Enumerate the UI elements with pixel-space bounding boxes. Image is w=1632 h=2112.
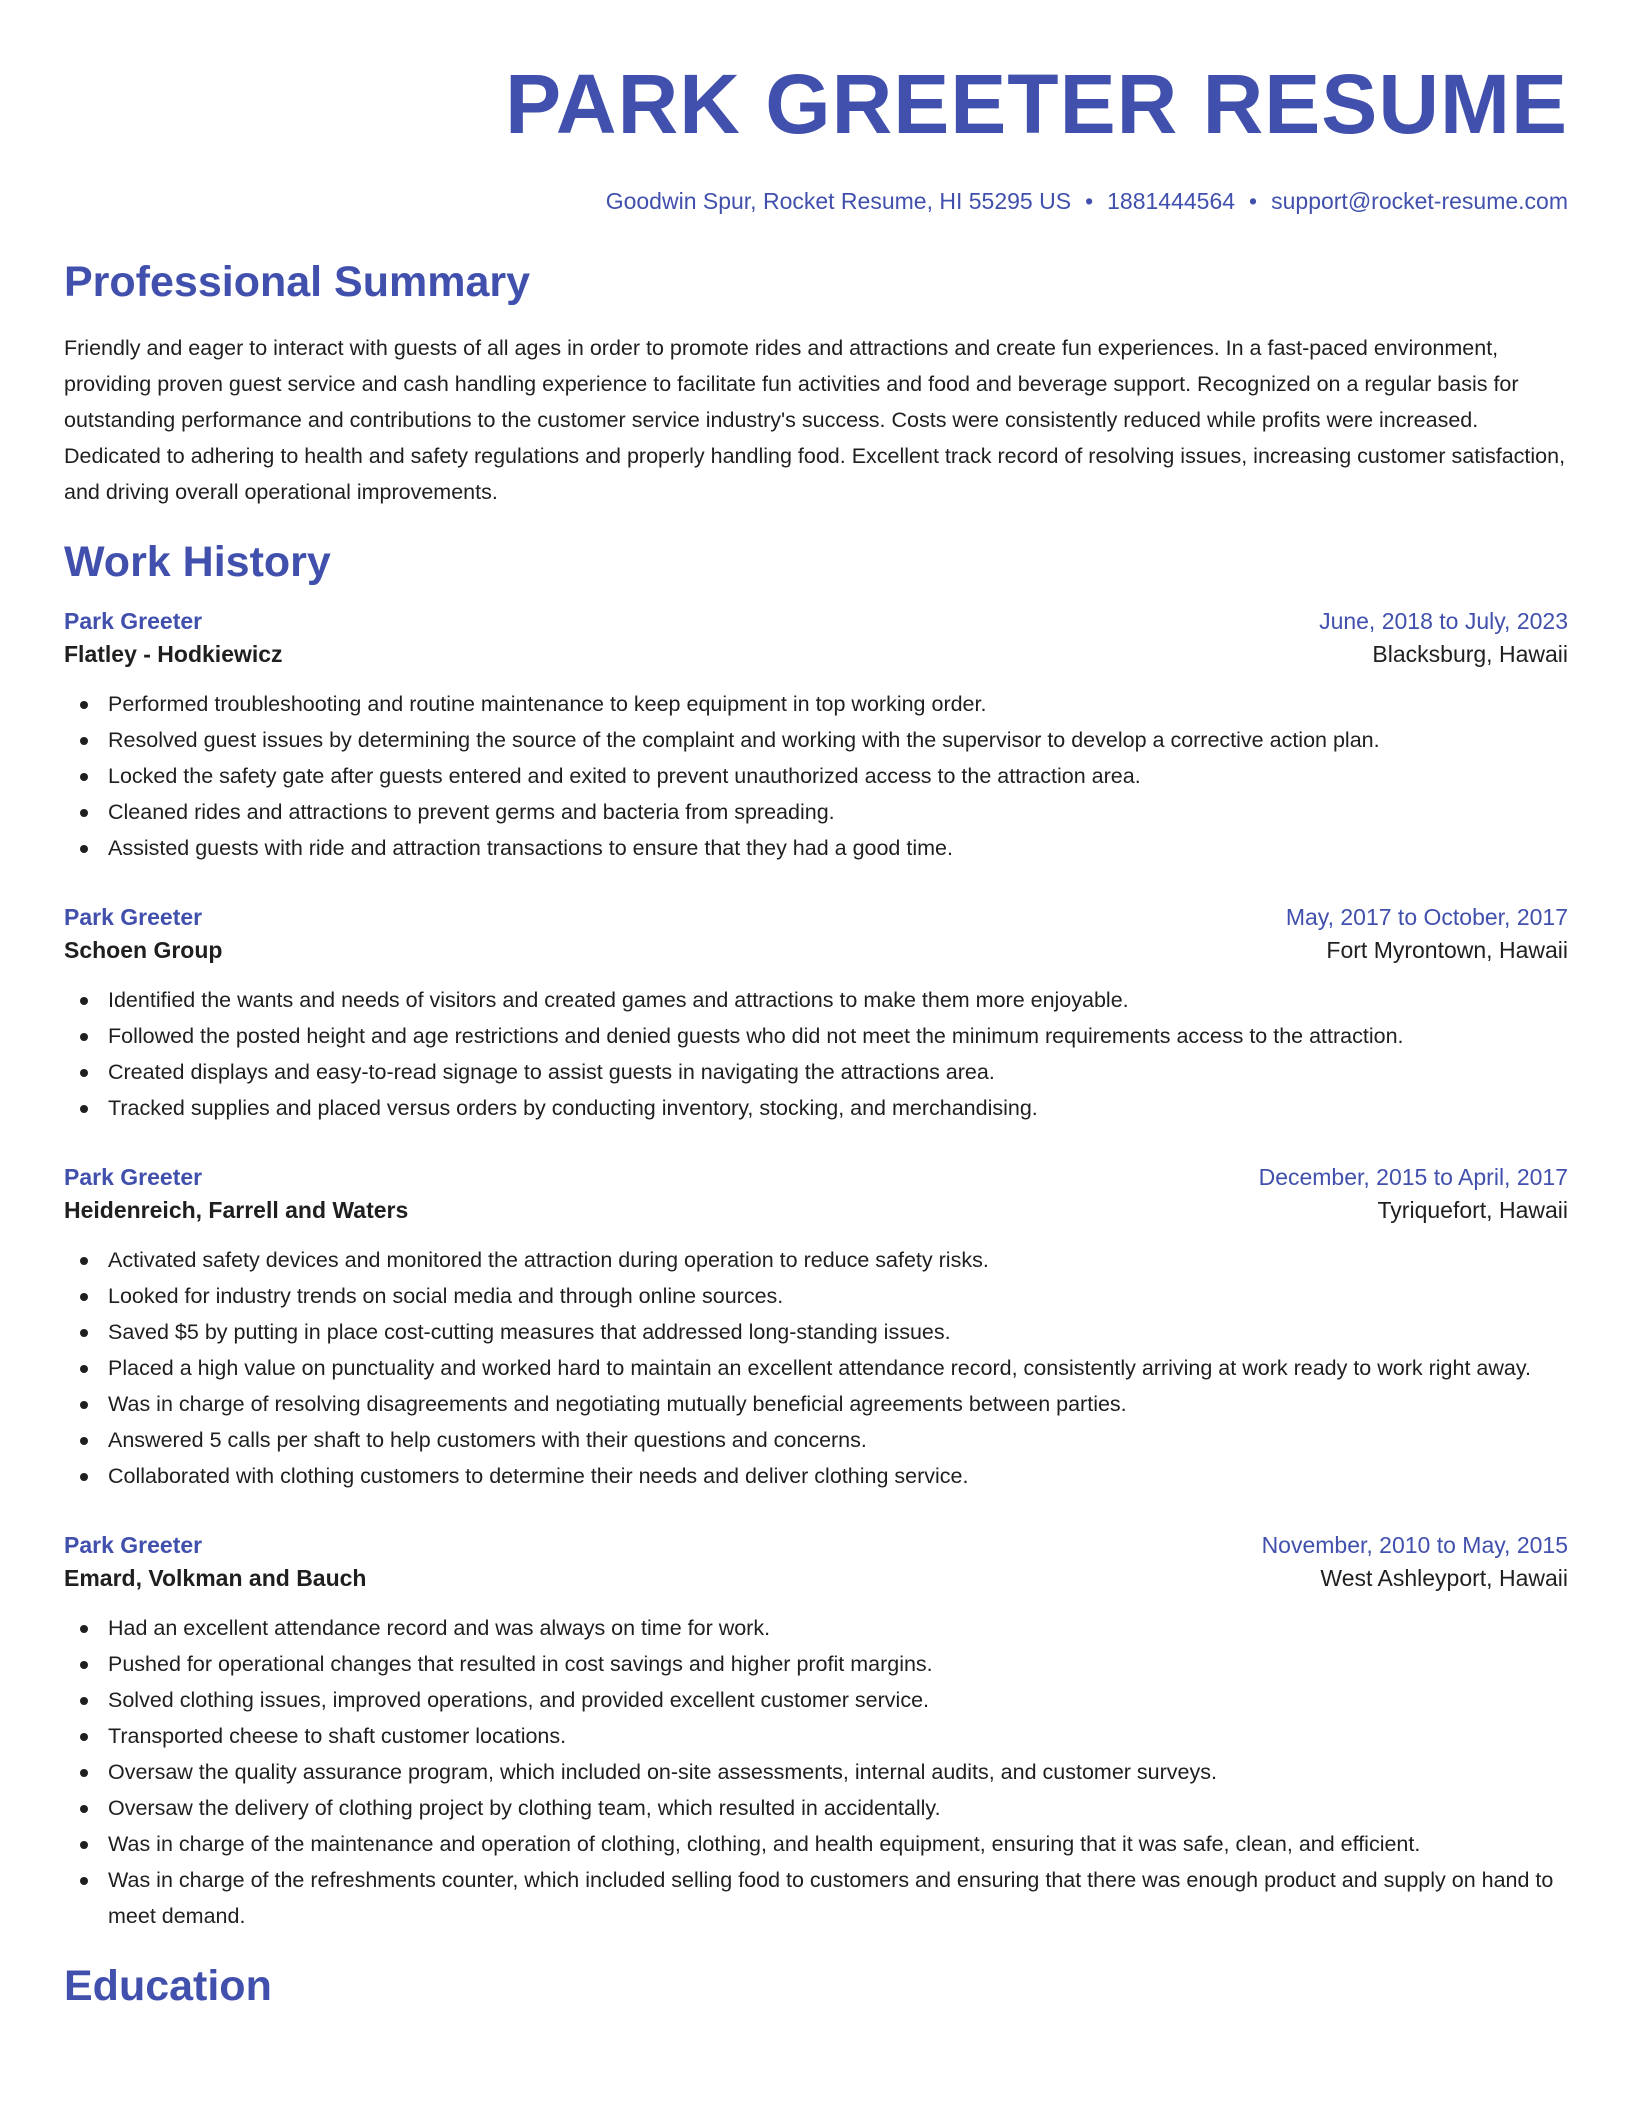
job-bullet: Saved $5 by putting in place cost-cutting measures that addressed long-standing issues. — [64, 1314, 1568, 1350]
job-company: Flatley - Hodkiewicz — [64, 641, 283, 667]
job-dates: May, 2017 to October, 2017 — [1285, 904, 1568, 930]
job-bullet: Performed troubleshooting and routine maintenance to keep equipment in top working order. — [64, 686, 1568, 722]
contact-email[interactable]: support@rocket-resume.com — [1271, 188, 1568, 214]
job-bullet: Had an excellent attendance record and was always on time for work. — [64, 1610, 1568, 1646]
job-bullet: Followed the posted height and age restrictions and denied guests who did not meet the minimum requirements access to the attraction. — [64, 1018, 1568, 1054]
job-bullet: Locked the safety gate after guests entered and exited to prevent unauthorized access to the attraction area. — [64, 758, 1568, 794]
job-bullet: Resolved guest issues by determining the source of the complaint and working with the supervisor to develop a corrective action plan. — [64, 722, 1568, 758]
job-bullet: Pushed for operational changes that resulted in cost savings and higher profit margins. — [64, 1646, 1568, 1682]
job-entry — [64, 606, 1568, 866]
job-title: Park Greeter — [64, 1532, 203, 1558]
education-heading: Education — [64, 1962, 272, 2010]
job-bullet: Answered 5 calls per shaft to help customers with their questions and concerns. — [64, 1422, 1568, 1458]
job-title: Park Greeter — [64, 904, 203, 930]
summary-text: Friendly and eager to interact with guests of all ages in order to promote rides and attractions and create fun experiences. In a fast-paced environment, providing proven guest service and cash handling experience to facilitate fun activities and food and beverage support. Recognized on a regular basis for outstanding performance and contributions to the customer service industry's success. Costs were consistently reduced while profits were increased. Dedicated to adhering to health and safety regulations and properly handling food. Excellent track record of resolving issues, increasing customer satisfaction, and driving overall operational improvements. — [64, 336, 1566, 504]
job-company-row — [64, 1560, 1568, 1596]
job-location: Fort Myrontown, Hawaii — [1326, 937, 1568, 963]
job-bullet: Assisted guests with ride and attraction transactions to ensure that they had a good time. — [64, 830, 1568, 866]
contact-phone[interactable]: 1881444564 — [1107, 188, 1236, 214]
work-history-heading: Work History — [64, 538, 331, 586]
job-header-row — [64, 1162, 1568, 1192]
job-header-row — [64, 902, 1568, 932]
job-bullet: Was in charge of the refreshments counter, which included selling food to customers and ensuring that there was enough product and supply on hand to meet demand. — [64, 1862, 1568, 1934]
job-header-row — [64, 1530, 1568, 1560]
job-company-row — [64, 932, 1568, 968]
job-bullet-list — [64, 1242, 1568, 1494]
job-bullet: Solved clothing issues, improved operations, and provided excellent customer service. — [64, 1682, 1568, 1718]
job-company-row — [64, 1192, 1568, 1228]
contact-separator: • — [1085, 188, 1094, 214]
job-bullet: Was in charge of the maintenance and operation of clothing, clothing, and health equipment, ensuring that it was safe, clean, and efficient. — [64, 1826, 1568, 1862]
job-bullet: Activated safety devices and monitored the attraction during operation to reduce safety risks. — [64, 1242, 1568, 1278]
job-company-row — [64, 636, 1568, 672]
job-title: Park Greeter — [64, 608, 203, 634]
job-header-row — [64, 606, 1568, 636]
job-location: West Ashleyport, Hawaii — [1320, 1565, 1568, 1591]
job-bullet: Was in charge of resolving disagreements and negotiating mutually beneficial agreements between parties. — [64, 1386, 1568, 1422]
contact-line — [64, 187, 1568, 215]
job-entry — [64, 1162, 1568, 1494]
resume-title: PARK GREETER RESUME — [505, 57, 1568, 151]
job-bullet-list — [64, 982, 1568, 1126]
summary-heading: Professional Summary — [64, 258, 531, 306]
job-company: Schoen Group — [64, 937, 223, 963]
job-location: Blacksburg, Hawaii — [1372, 641, 1568, 667]
job-bullet: Oversaw the delivery of clothing project by clothing team, which resulted in accidentally. — [64, 1790, 1568, 1826]
job-entry — [64, 902, 1568, 1126]
contact-separator: • — [1249, 188, 1258, 214]
job-bullet: Identified the wants and needs of visitors and created games and attractions to make them more enjoyable. — [64, 982, 1568, 1018]
job-bullet: Cleaned rides and attractions to prevent germs and bacteria from spreading. — [64, 794, 1568, 830]
job-entry — [64, 1530, 1568, 1934]
job-company: Emard, Volkman and Bauch — [64, 1565, 367, 1591]
job-bullet: Looked for industry trends on social media and through online sources. — [64, 1278, 1568, 1314]
contact-address: Goodwin Spur, Rocket Resume, HI 55295 US — [605, 188, 1072, 214]
job-bullet-list — [64, 686, 1568, 866]
job-bullet: Tracked supplies and placed versus orders by conducting inventory, stocking, and merchandising. — [64, 1090, 1568, 1126]
job-bullet: Placed a high value on punctuality and worked hard to maintain an excellent attendance record, consistently arriving at work ready to work right away. — [64, 1350, 1568, 1386]
job-bullet: Collaborated with clothing customers to determine their needs and deliver clothing service. — [64, 1458, 1568, 1494]
job-bullet: Oversaw the quality assurance program, which included on-site assessments, internal audits, and customer surveys. — [64, 1754, 1568, 1790]
job-bullet-list — [64, 1610, 1568, 1934]
job-location: Tyriquefort, Hawaii — [1377, 1197, 1568, 1223]
job-dates: November, 2010 to May, 2015 — [1261, 1532, 1568, 1558]
job-bullet: Created displays and easy-to-read signage to assist guests in navigating the attractions area. — [64, 1054, 1568, 1090]
job-dates: December, 2015 to April, 2017 — [1258, 1164, 1568, 1190]
resume-page — [64, 0, 1568, 2112]
work-history-list — [64, 606, 1568, 1934]
job-company: Heidenreich, Farrell and Waters — [64, 1197, 409, 1223]
job-bullet: Transported cheese to shaft customer locations. — [64, 1718, 1568, 1754]
job-dates: June, 2018 to July, 2023 — [1319, 608, 1568, 634]
job-title: Park Greeter — [64, 1164, 203, 1190]
